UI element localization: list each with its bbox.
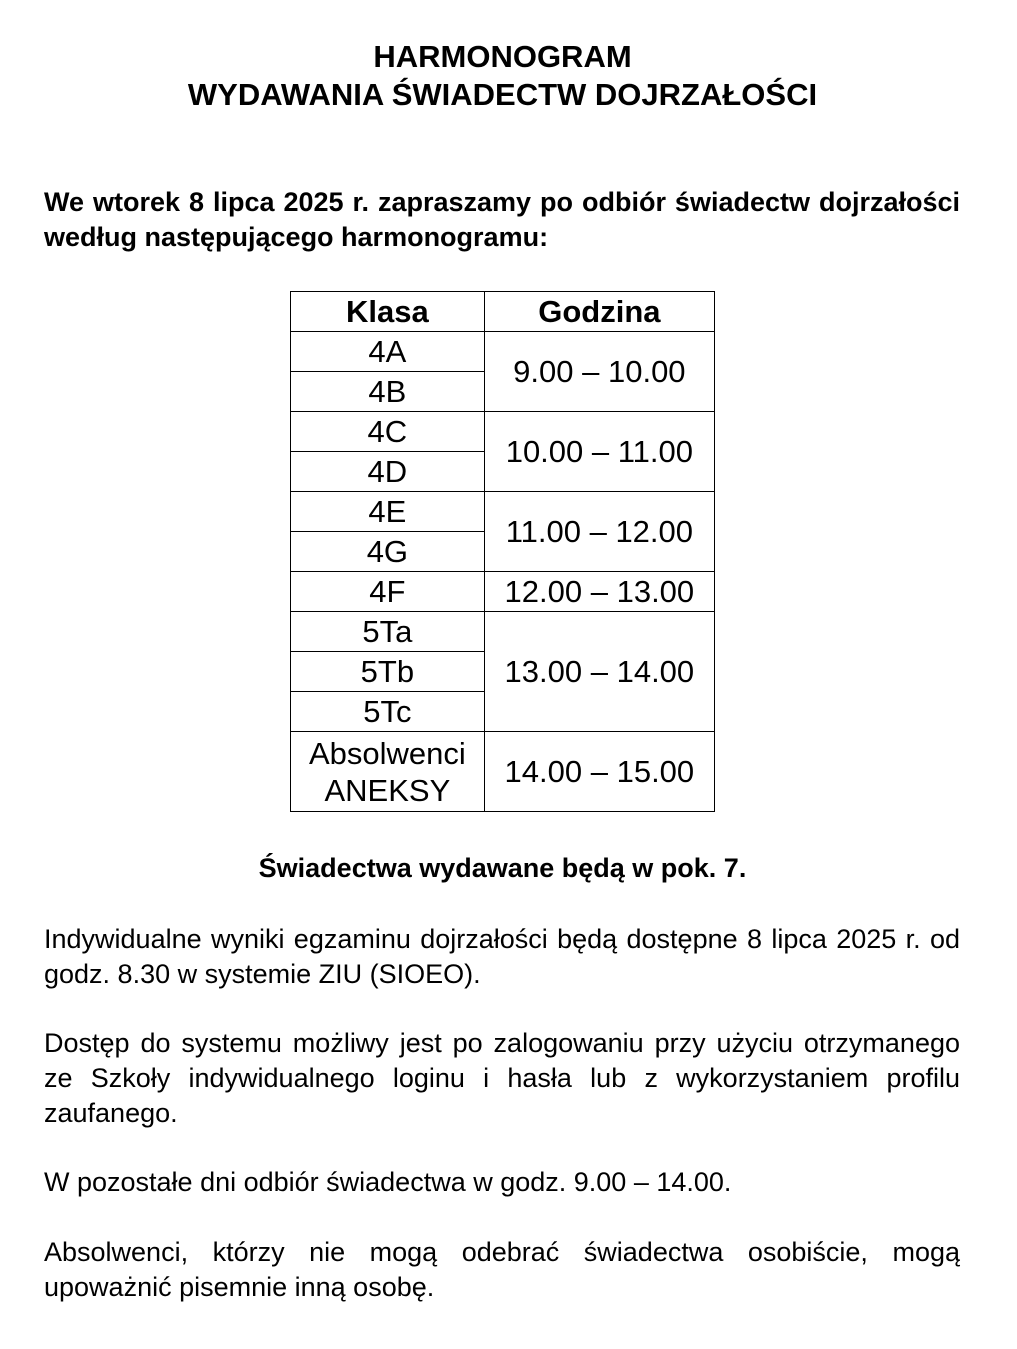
paragraph-results: Indywidualne wyniki egzaminu dojrzałości będą dostępne 8 lipca 2025 r. od godz. 8.30 w systemie ZIU (SIOEO). bbox=[44, 924, 960, 989]
class-cell: 4C bbox=[291, 412, 485, 452]
class-cell: 5Ta bbox=[291, 612, 485, 652]
table-row bbox=[291, 612, 715, 652]
title-line-1: HARMONOGRAM bbox=[373, 39, 632, 74]
hour-cell: 11.00 – 12.00 bbox=[484, 492, 714, 572]
class-cell: 4E bbox=[291, 492, 485, 532]
table-row bbox=[291, 492, 715, 532]
class-cell-line-1: Absolwenci bbox=[308, 735, 466, 771]
class-cell: 4B bbox=[291, 372, 485, 412]
intro-text: We wtorek 8 lipca 2025 r. zapraszamy po odbiór świadectw dojrzałości według następującego harmonogramu: bbox=[44, 187, 960, 252]
table-row bbox=[291, 332, 715, 372]
room-note: Świadectwa wydawane będą w pok. 7. bbox=[258, 853, 747, 883]
paragraph-other-days: W pozostałe dni odbiór świadectwa w godz. 9.00 – 14.00. bbox=[44, 1167, 732, 1197]
class-cell-line-2: ANEKSY bbox=[324, 772, 451, 808]
class-cell: 4G bbox=[291, 532, 485, 572]
hour-cell: 12.00 – 13.00 bbox=[484, 572, 714, 612]
class-cell: 4F bbox=[291, 572, 485, 612]
table-row bbox=[291, 412, 715, 452]
header-class: Klasa bbox=[291, 292, 485, 332]
title-line-2: WYDAWANIA ŚWIADECTW DOJRZAŁOŚCI bbox=[187, 77, 818, 112]
schedule-table bbox=[290, 291, 715, 812]
class-cell bbox=[291, 732, 485, 812]
class-cell: 4A bbox=[291, 332, 485, 372]
header-hour: Godzina bbox=[484, 292, 714, 332]
hour-cell: 14.00 – 15.00 bbox=[484, 732, 714, 812]
paragraph-access: Dostęp do systemu możliwy jest po zalogowaniu przy użyciu otrzymanego ze Szkoły indywidualnego loginu i hasła lub z wykorzystaniem profilu zaufanego. bbox=[44, 1028, 960, 1128]
table-row bbox=[291, 572, 715, 612]
paragraph-authorization: Absolwenci, którzy nie mogą odebrać świadectwa osobiście, mogą upoważnić pisemnie inną osobę. bbox=[44, 1237, 960, 1302]
table-row bbox=[291, 732, 715, 812]
hour-cell: 9.00 – 10.00 bbox=[484, 332, 714, 412]
hour-cell: 10.00 – 11.00 bbox=[484, 412, 714, 492]
table-header-row bbox=[291, 292, 715, 332]
class-cell: 5Tc bbox=[291, 692, 485, 732]
hour-cell: 13.00 – 14.00 bbox=[484, 612, 714, 732]
class-cell: 5Tb bbox=[291, 652, 485, 692]
class-cell: 4D bbox=[291, 452, 485, 492]
